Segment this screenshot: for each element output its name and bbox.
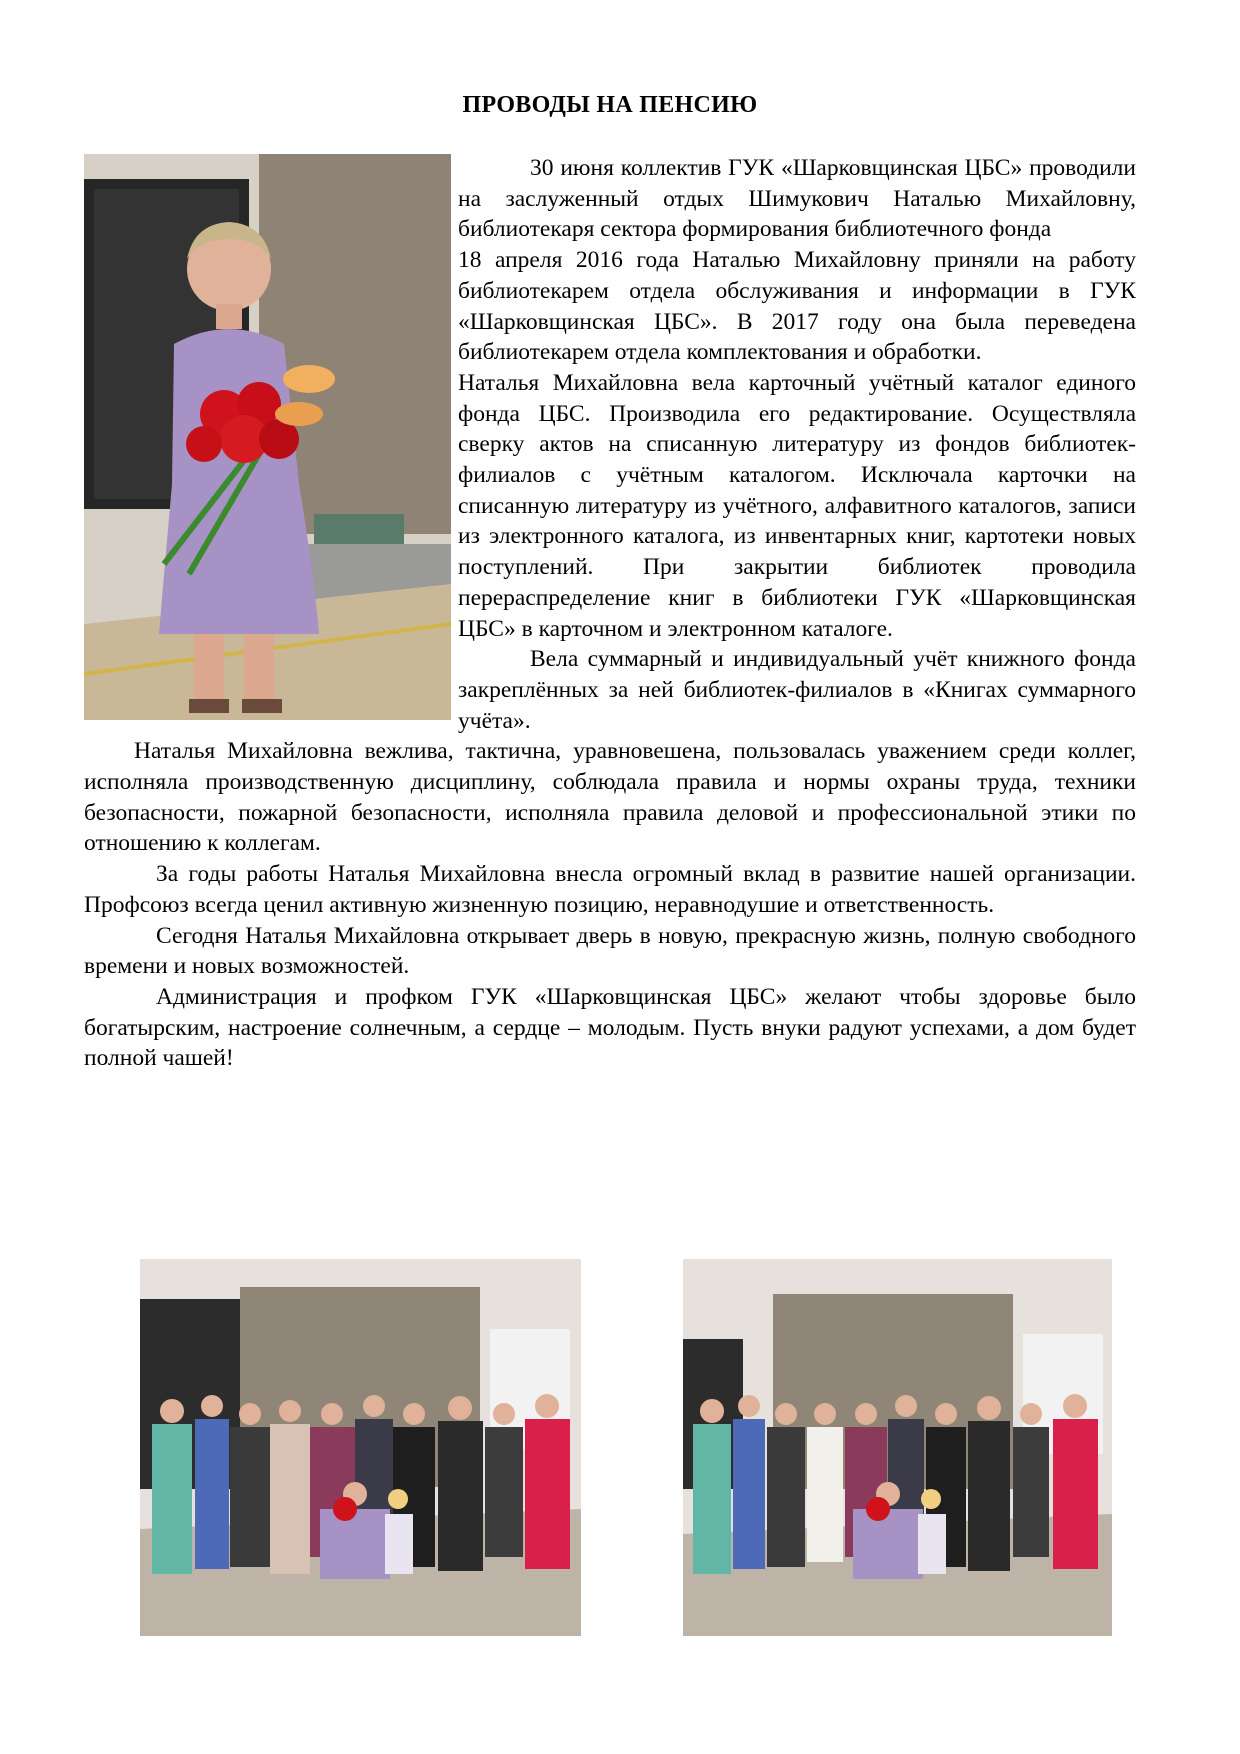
paragraph-3: Наталья Михайловна вела карточный учётный каталог единого фонда ЦБС. Производила его редактирование. Осуществляла сверку актов на списанную литературу из фондов библиотек-филиалов с учётным каталогом. Исключала карточки на списанную литературу из учётного, алфавитного каталогов, записи из электронного каталога, из инвентарных книг, картотеки новых поступлений. При закрытии библиотек проводила перераспределение книг в библиотеки ГУК «Шарковщинская ЦБС» в карточном и электронном каталоге. [458, 369, 1136, 642]
paragraph-1: 30 июня коллектив ГУК «Шарковщинская ЦБС» проводили на заслуженный отдых Шимукович Наталью Михайловну, библиотекаря сектора формирования библиотечного фонда [458, 155, 1136, 243]
group-photo-2 [683, 1259, 1112, 1636]
article-title: ПРОВОДЫ НА ПЕНСИЮ [462, 92, 758, 118]
paragraph-7: Сегодня Наталья Михайловна открывает дверь в новую, прекрасную жизнь, полную свободного времени и новых возможностей. [84, 922, 1136, 980]
paragraph-5: Наталья Михайловна вежлива, тактична, уравновешена, пользовалась уважением среди коллег, исполняла производственную дисциплину, соблюдала правила и нормы охраны труда, техники безопасности, пожарной безопасности, исполняла правила деловой и профессиональной этики по отношению к коллегам. [84, 738, 1136, 857]
group-photo-1 [140, 1259, 581, 1636]
article-body [84, 153, 1136, 1074]
paragraph-6: За годы работы Наталья Михайловна внесла огромный вклад в развитие нашей организации. Профсоюз всегда ценил активную жизненную позицию, неравнодушие и ответственность. [84, 861, 1136, 918]
paragraph-2: 18 апреля 2016 года Наталью Михайловну приняли на работу библиотекарем отдела обслуживания и информации в ГУК «Шарковщинская ЦБС». В 2017 году она была переведена библиотекарем отдела комплектования и обработки. [458, 247, 1136, 366]
paragraph-4: Вела суммарный и индивидуальный учёт книжного фонда закреплённых за ней библиотек-филиалов в «Книгах суммарного учёта». [458, 646, 1136, 734]
paragraph-8: Администрация и профком ГУК «Шарковщинская ЦБС» желают чтобы здоровье было богатырским, настроение солнечным, а сердце – молодым. Пусть внуки радуют успехами, а дом будет полной чашей! [84, 983, 1136, 1072]
